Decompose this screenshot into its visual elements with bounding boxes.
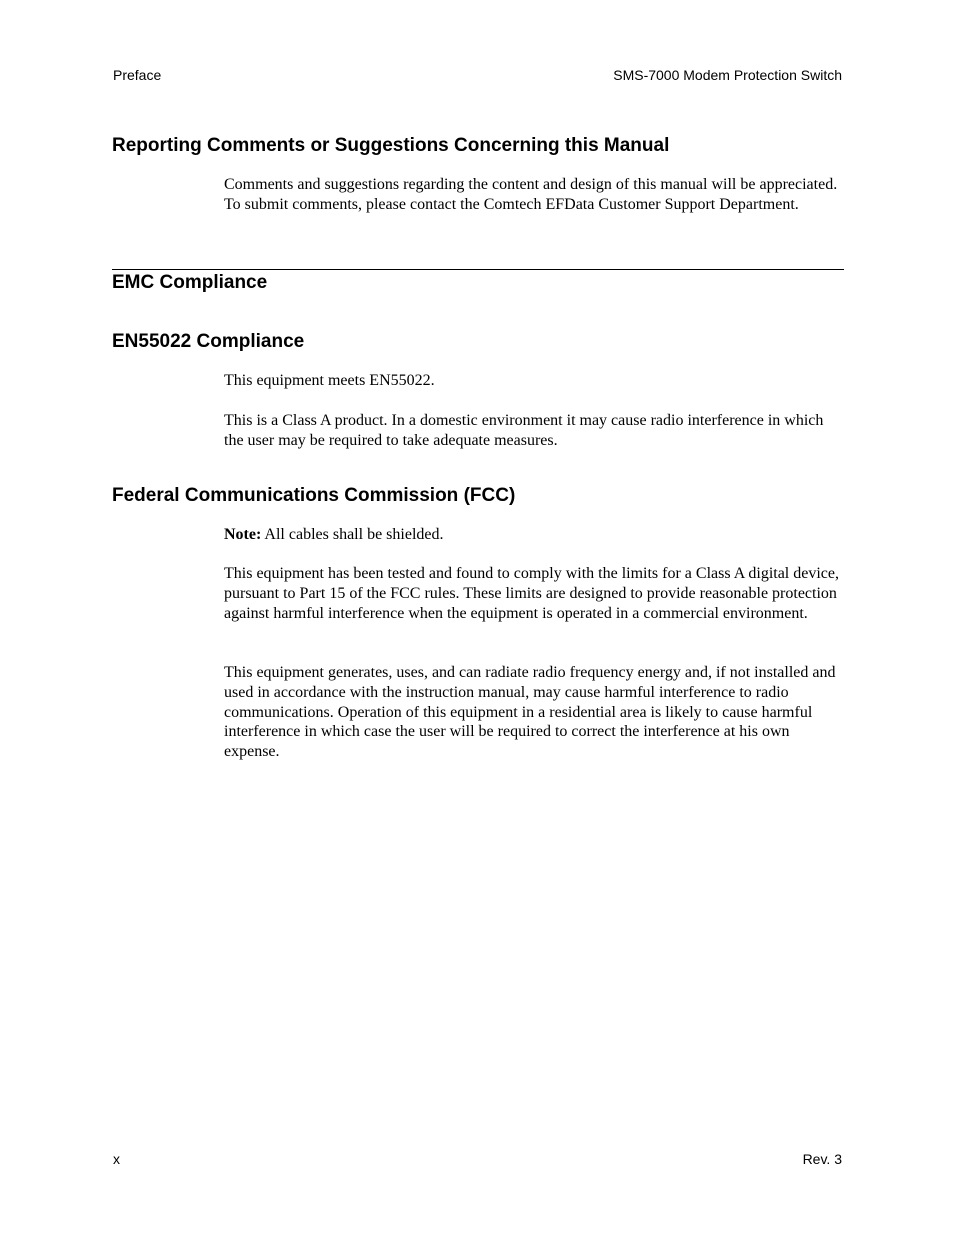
paragraph-fcc-note xyxy=(224,525,844,545)
note-text: All cables shall be shielded. xyxy=(261,526,444,543)
paragraph-fcc-radiates: This equipment generates, uses, and can radiate radio frequency energy and, if not installed and used in accordance with the instruction manual, may cause harmful interference to radio communications. Operation of this equipment in a residential area is likely to cause harmful interference in which case the user will be required to correct the interference at his own expense. xyxy=(224,664,836,761)
heading-en55022-compliance: EN55022 Compliance xyxy=(112,331,305,352)
paragraph-comments: Comments and suggestions regarding the content and design of this manual will be appreciated. To submit comments, please contact the Comtech EFData Customer Support Department. xyxy=(224,176,838,213)
revision-label: Rev. 3 xyxy=(802,1151,842,1167)
heading-reporting-comments: Reporting Comments or Suggestions Concerning this Manual xyxy=(112,135,670,156)
paragraph-class-a: This is a Class A product. In a domestic environment it may cause radio interference in which the user may be required to take adequate measures. xyxy=(224,412,824,449)
heading-emc-compliance: EMC Compliance xyxy=(112,272,268,293)
section-divider xyxy=(112,269,844,270)
page-number: x xyxy=(113,1151,120,1167)
running-header-title: SMS-7000 Modem Protection Switch xyxy=(613,67,842,83)
note-label: Note: xyxy=(224,526,262,543)
running-header-section: Preface xyxy=(113,67,162,83)
paragraph-fcc-tested: This equipment has been tested and found to comply with the limits for a Class A digital device, pursuant to Part 15 of the FCC rules. These limits are designed to provide reasonable protection against harmful interference when the equipment is operated in a commercial environment. xyxy=(224,565,839,622)
paragraph-en55022-meets: This equipment meets EN55022. xyxy=(224,372,435,389)
heading-fcc: Federal Communications Commission (FCC) xyxy=(112,485,516,506)
